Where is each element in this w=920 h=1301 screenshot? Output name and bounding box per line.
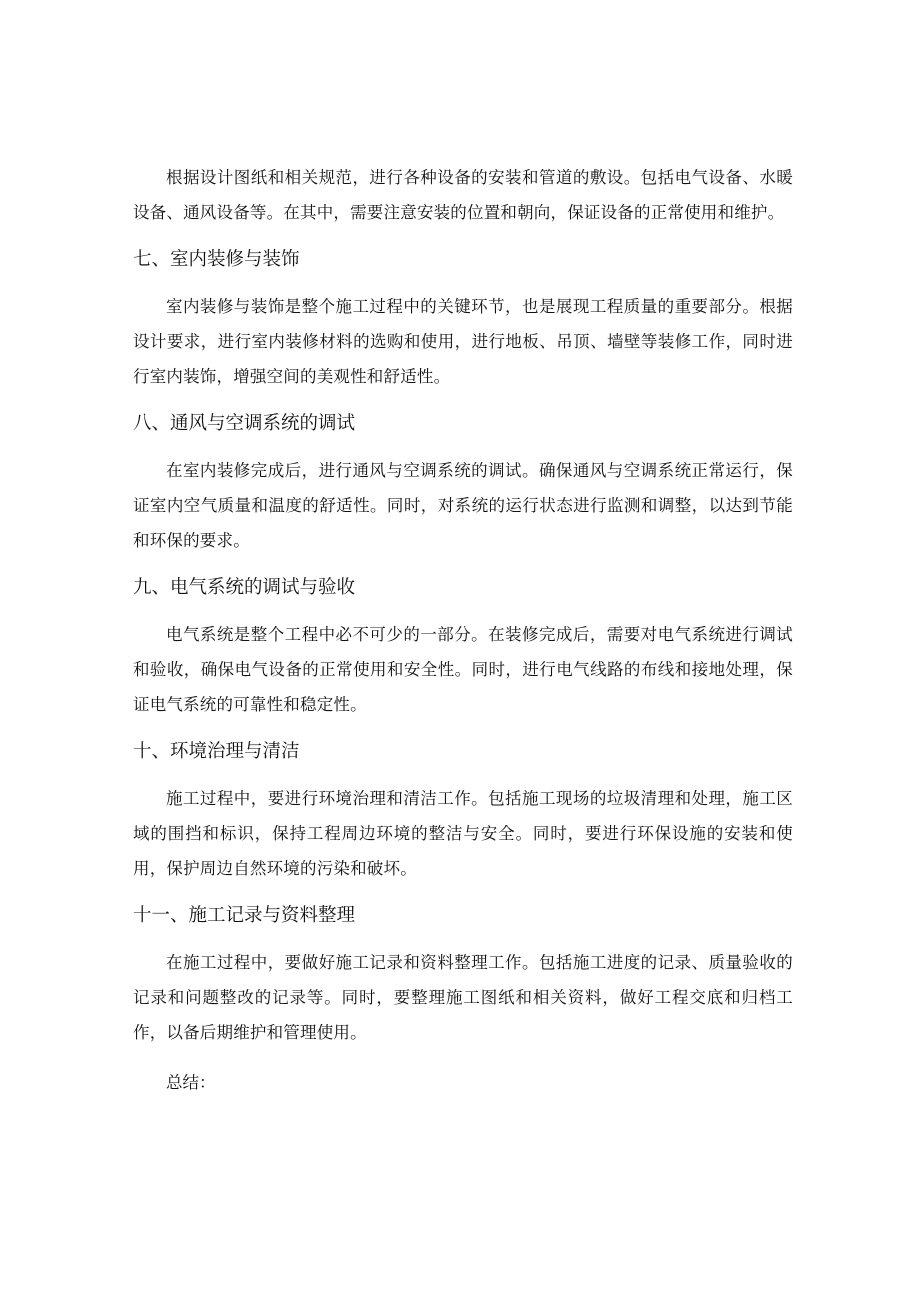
document-body bbox=[133, 160, 793, 1100]
paragraph-records-documentation: 在施工过程中，要做好施工记录和资料整理工作。包括施工进度的记录、质量验收的记录和问题整改的记录等。同时，要整理施工图纸和相关资料，做好工程交底和归档工作，以备后期维护和管理使用。 bbox=[133, 953, 793, 1042]
summary-label: 总结： bbox=[166, 1073, 216, 1092]
heading-electrical-acceptance: 九、电气系统的调试与验收 bbox=[133, 577, 356, 598]
paragraph-interior-decoration: 室内装修与装饰是整个施工过程中的关键环节，也是展现工程质量的重要部分。根据设计要求，进行室内装修材料的选购和使用，进行地板、吊顶、墙壁等装修工作，同时进行室内装饰，增强空间的美观性和舒适性。 bbox=[133, 297, 793, 386]
heading-interior-decoration: 七、室内装修与装饰 bbox=[133, 249, 300, 270]
paragraph-electrical-acceptance: 电气系统是整个工程中必不可少的一部分。在装修完成后，需要对电气系统进行调试和验收，确保电气设备的正常使用和安全性。同时，进行电气线路的布线和接地处理，保证电气系统的可靠性和稳定性。 bbox=[133, 625, 793, 714]
heading-environment-cleaning: 十、环境治理与清洁 bbox=[133, 741, 300, 762]
heading-records-documentation: 十一、施工记录与资料整理 bbox=[133, 905, 356, 926]
heading-hvac-debugging: 八、通风与空调系统的调试 bbox=[133, 413, 356, 434]
paragraph-equipment-installation: 根据设计图纸和相关规范，进行各种设备的安装和管道的敷设。包括电气设备、水暖设备、通风设备等。在其中，需要注意安装的位置和朝向，保证设备的正常使用和维护。 bbox=[133, 168, 793, 222]
paragraph-environment-cleaning: 施工过程中，要进行环境治理和清洁工作。包括施工现场的垃圾清理和处理，施工区域的围挡和标识，保持工程周边环境的整洁与安全。同时，要进行环保设施的安装和使用，保护周边自然环境的污染和破坏。 bbox=[133, 789, 793, 878]
paragraph-hvac-debugging: 在室内装修完成后，进行通风与空调系统的调试。确保通风与空调系统正常运行，保证室内空气质量和温度的舒适性。同时，对系统的运行状态进行监测和调整，以达到节能和环保的要求。 bbox=[133, 461, 793, 550]
